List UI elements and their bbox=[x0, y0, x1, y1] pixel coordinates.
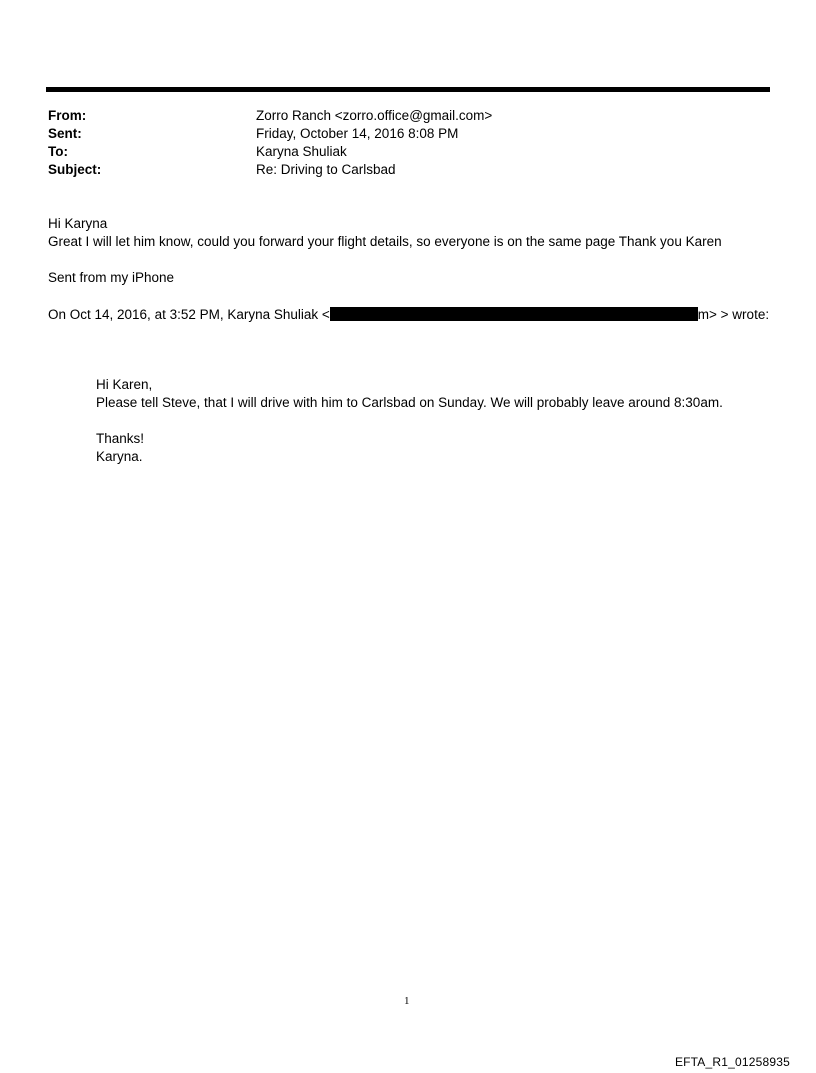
quote-intro-start: On Oct 14, 2016, at 3:52 PM, Karyna Shuliak < bbox=[48, 307, 330, 322]
subject-value: Re: Driving to Carlsbad bbox=[256, 162, 396, 177]
page-number: 1 bbox=[404, 995, 410, 1007]
sent-label: Sent: bbox=[48, 126, 82, 141]
quoted-greeting: Hi Karen, bbox=[96, 377, 153, 392]
body-signature: Sent from my iPhone bbox=[48, 270, 175, 285]
subject-label: Subject: bbox=[48, 162, 102, 177]
to-label: To: bbox=[48, 144, 68, 159]
from-value: Zorro Ranch <zorro.office@gmail.com> bbox=[256, 108, 493, 123]
body-line: Great I will let him know, could you forward your flight details, so everyone is on the same page Thank you Karen bbox=[48, 234, 722, 249]
quote-intro bbox=[48, 306, 769, 324]
quoted-line: Please tell Steve, that I will drive with him to Carlsbad on Sunday. We will probably leave around 8:30am. bbox=[96, 395, 723, 410]
quoted-name: Karyna. bbox=[96, 449, 143, 464]
quoted-thanks: Thanks! bbox=[96, 431, 145, 446]
from-label: From: bbox=[48, 108, 87, 123]
to-value: Karyna Shuliak bbox=[256, 144, 347, 159]
quote-intro-end: m> > wrote: bbox=[697, 307, 770, 322]
header-divider bbox=[46, 87, 770, 92]
document-id-stamp: EFTA_R1_01258935 bbox=[674, 1055, 790, 1069]
body-greeting: Hi Karyna bbox=[48, 216, 108, 231]
sent-value: Friday, October 14, 2016 8:08 PM bbox=[256, 126, 459, 141]
redaction-bar bbox=[330, 307, 698, 321]
